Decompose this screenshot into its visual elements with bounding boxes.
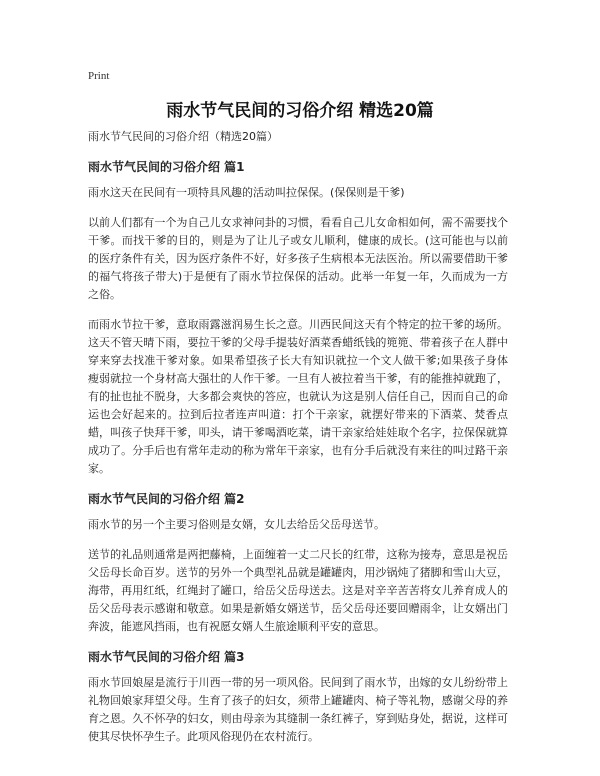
document-subtitle: 雨水节气民间的习俗介绍（精选20篇） [88,130,278,143]
paragraph: 以前人们都有一个为自己儿女求神问卦的习惯，看看自己儿女命相如何，需不需要找个干爹。而找干爹的目的，则是为了让儿子或女儿顺利，健康的成长。(这可能也与以前的医疗条件有关，因为医疗条件不好，好多孩子生病根本无法医治。所以需要借助干爹的福气将孩子带大)于是便有了雨水节拉保保的活动。此举一年复一年，久而成为一方之俗。 [88,216,508,301]
paragraph: 送节的礼品则通常是两把藤椅，上面缠着一丈二尺长的红带，这称为接寿，意思是祝岳父岳母长命百岁。送节的另外一个典型礼品就是罐罐肉，用沙锅炖了猪脚和雪山大豆，海带，再用红纸，红绳封了罐口，给岳父岳母送去。这是对辛辛苦苦将女儿养育成人的岳父岳母表示感谢和敬意。如果是新婚女婿送节，岳父岳母还要回赠雨伞，让女婿出门奔波，能遮风挡雨，也有祝愿女婿人生旅途顺利平安的意思。 [88,548,508,633]
section-heading: 雨水节气民间的习俗介绍 篇3 [88,650,245,664]
document-body [88,128,508,758]
paragraph: 雨水节回娘屋是流行于川西一带的另一项风俗。民间到了雨水节，出嫁的女儿纷纷带上礼物回娘家拜望父母。生育了孩子的妇女，须带上罐罐肉、椅子等礼物，感谢父母的养育之恩。久不怀孕的妇女，则由母亲为其缝制一条红裤子，穿到贴身处，据说，这样可使其尽快怀孕生子。此项风俗现仍在农村流行。 [88,676,508,743]
section-heading: 雨水节气民间的习俗介绍 篇1 [88,160,245,174]
paragraph: 雨水这天在民间有一项特具风趣的活动叫拉保保。(保保则是干爹) [88,186,405,199]
section-heading: 雨水节气民间的习俗介绍 篇2 [88,492,245,506]
print-link[interactable]: Print [88,70,110,82]
paragraph: 而雨水节拉干爹，意取雨露滋润易生长之意。川西民间这天有个特定的拉干爹的场所。这天不管天晴下雨，要拉干爹的父母手提装好酒菜香蜡纸钱的篼篼、带着孩子在人群中穿来穿去找准干爹对象。如果希望孩子长大有知识就拉一个文人做干爹;如果孩子身体瘦弱就拉一个身材高大强壮的人作干爹。一旦有人被拉着当干爹，有的能推掉就跑了，有的扯也扯不脱身，大多都会爽快的答应，也就认为这是别人信任自己，因而自己的命运也会好起来的。拉到后拉者连声叫道：打个干亲家，就摆好带来的下酒菜、焚香点蜡，叫孩子快拜干爹，叩头，请干爹喝酒吃菜，请干亲家给娃娃取个名字，拉保保就算成功了。分手后也有常年走动的称为常年干亲家，也有分手后就没有来往的叫过路干亲家。 [88,318,508,475]
paragraph: 雨水节的另一个主要习俗则是女婿，女儿去给岳父岳母送节。 [88,518,385,531]
page-title: 雨水节气民间的习俗介绍 精选20篇 [166,101,434,121]
